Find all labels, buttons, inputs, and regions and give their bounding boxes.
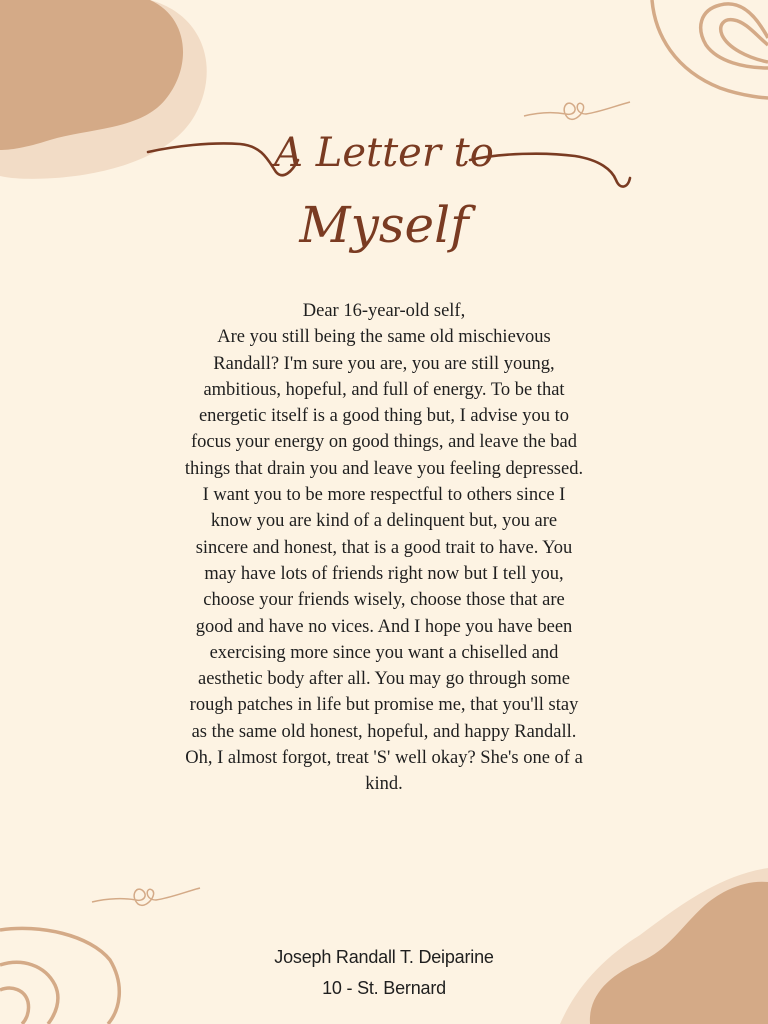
squiggle-top <box>524 102 630 119</box>
squiggle-bottom <box>92 888 200 905</box>
top-right-contour <box>652 0 768 98</box>
title-line-2: Myself <box>299 196 469 254</box>
signature <box>0 942 768 1004</box>
signature-section: 10 - St. Bernard <box>322 978 446 998</box>
signature-name: Joseph Randall T. Deiparine <box>274 947 494 967</box>
title-line-1: A Letter to <box>274 130 494 176</box>
letter-text: Are you still being the same old mischievous Randall? I'm sure you are, you are still young, ambitious, hopeful, and full of energy. To be that energetic itself is a good thing but, I advise you to focus your energy on good things, and leave the bad things that drain you and leave you feeling depressed. I want you to be more respectful to others since I know you are kind of a delinquent but, you are sincere and honest, that is a good trait to have. You may have lots of friends right now but I tell you, choose your friends wisely, choose those that are good and have no vices. And I hope you have been exercising more since you want a chiselled and aesthetic body after all. You may go through some rough patches in life but promise me, that you'll stay as the same old honest, hopeful, and happy Randall. Oh, I almost forgot, treat 'S' well okay? She's one of a kind. <box>184 327 584 795</box>
letter-greeting: Dear 16-year-old self, <box>302 301 466 321</box>
letter-body <box>184 298 584 798</box>
